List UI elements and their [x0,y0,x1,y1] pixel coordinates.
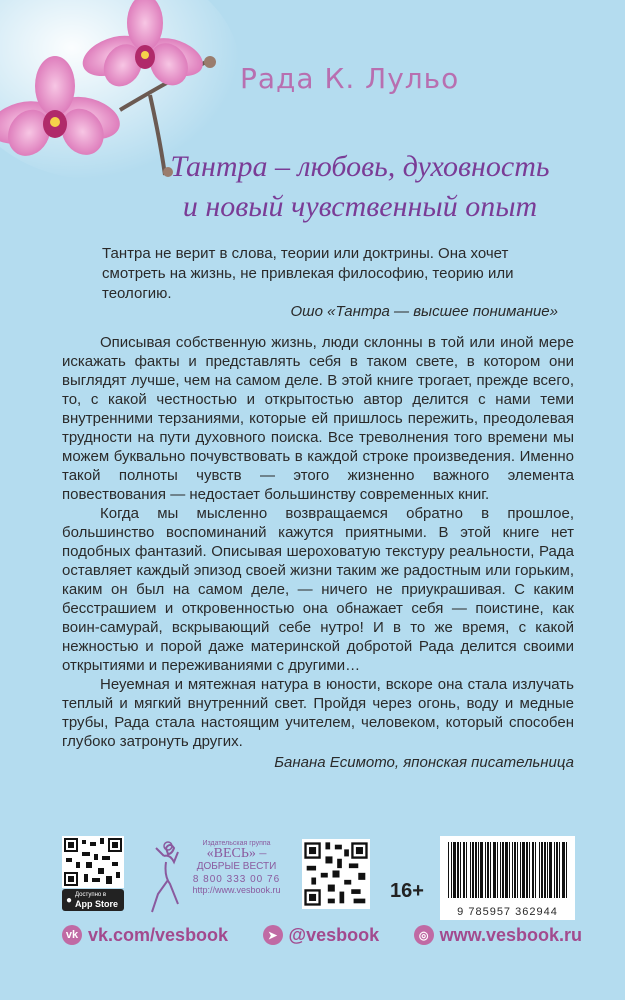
vk-icon: vk [62,925,82,945]
isbn-number: 9 785957 362944 [457,906,558,918]
epigraph-source: Ошо «Тантра — высшее понимание» [290,303,558,320]
social-links [62,921,582,949]
vk-link[interactable] [62,925,228,946]
qr-code-app [62,836,124,888]
telegram-icon: ➤ [263,925,283,945]
book-title-line-2: и новый чувственный опыт [182,190,538,223]
globe-icon: ◎ [414,925,434,945]
review-text [62,333,574,772]
telegram-link[interactable] [263,925,380,946]
publisher-group: Издательская группа [202,840,271,847]
website-link-text: www.vesbook.ru [439,924,582,945]
review-paragraph: Когда мы мысленно возвращаемся обратно в прошлое, большинство воспоминаний кажутся приятными. В этой книге нет подобных фантазий. Описывая шероховатую текстуру реальности, Рада оставляет каждый эпизод своей жизни таким же радостным или горьким, каким он был на самом деле, — ничего не приукрашивая. С каким бесстрашием и откровенностью она обнажает себя — поистине, как воин-самурай, вскрывающий себе нутро! И в то же время, с какой нежностью и порой даже материнской добротой Рада делится своими открытиями и переживаниями с другими… [62,505,574,674]
barcode-bars [440,836,575,902]
review-signature: Банана Есимото, японская писательница [274,754,574,771]
publisher-url[interactable]: http://www.vesbook.ru [192,885,281,895]
app-store-caption: Доступно в [75,891,107,898]
website-link[interactable] [414,925,582,946]
review-paragraph: Описывая собственную жизнь, люди склонны в той или иной мере искажать факты и представлять себя в таком свете, в котором они выглядят лучше, чем на самом деле. В этой книге трогает, прежде всего, то, с какой честностью и открытостью автор делится с нами теми внутренними терзаниями, которые ей пришлось пережить, преодолевая трудности на пути духовного поиска. Все треволнения того времени мы можем буквально почувствовать в каждой строке произведения. Именно такой полноты чувств — этого жизненно важного элемента повествования — недостает большинству современных книг. [62,334,574,503]
apple-icon: ● [66,894,73,906]
telegram-link-text: @vesbook [288,924,380,945]
publisher-name: «ВЕСЬ» – [206,846,267,861]
app-store-badge[interactable] [62,889,124,911]
author-name: Рада К. Лульо [240,62,460,95]
epigraph-text: Тантра не верит в слова, теории или доктрины. Она хочет смотреть на жизнь, не привлекая философию, теорию или теологию. [102,245,514,302]
age-rating: 16+ [390,880,424,902]
qr-code-site [302,839,370,909]
vk-link-text: vk.com/vesbook [88,924,229,945]
publisher-sub: ДОБРЫЕ ВЕСТИ [196,861,277,872]
review-paragraph: Неуемная и мятежная натура в юности, вскоре она стала излучать теплый и мягкий внутренний свет. Пройдя через огонь, воду и медные трубы, Рада стала настоящим учителем, человеком, который способен глубоко затронуть других. [62,676,574,750]
book-title-line-1: Тантра – любовь, духовность [170,150,550,183]
isbn-barcode [440,836,575,920]
dancer-icon [150,840,182,914]
publisher-phone: 8 800 333 00 76 [192,874,281,885]
app-store-label: App Store [75,898,119,909]
publisher-logo [150,840,285,914]
